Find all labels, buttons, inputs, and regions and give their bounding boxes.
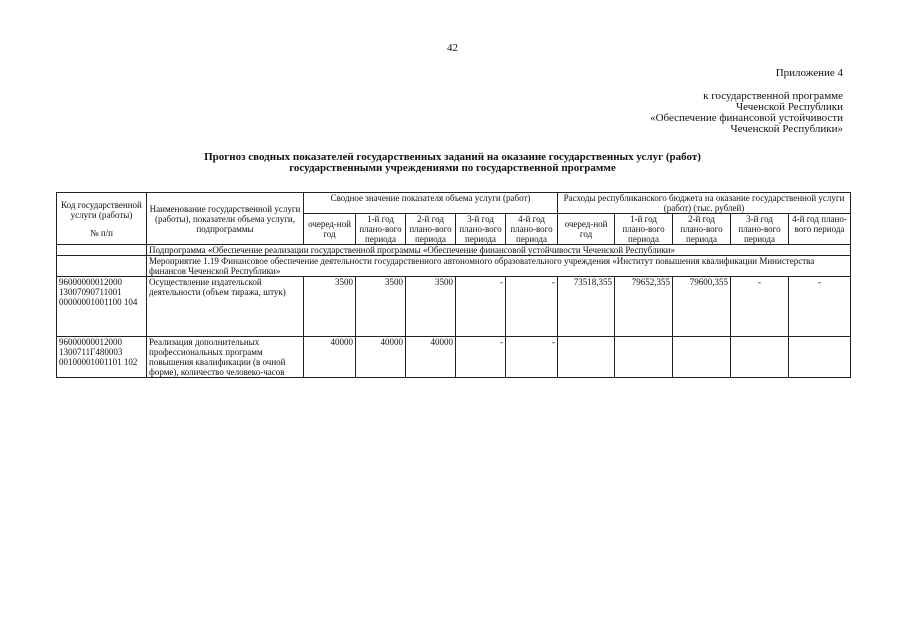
service-name: Осуществление издательской деятельности (объем тиража, штук) (147, 277, 304, 337)
expense-value (673, 337, 731, 378)
service-name: Реализация дополнительных профессиональных программ повышения квалификации (в очной форме), количество человеко-часов (147, 337, 304, 378)
program-reference-line: Чеченской Республики (735, 101, 843, 113)
forecast-table (56, 192, 851, 378)
volume-value: 40000 (406, 337, 456, 378)
header-expense-group: Расходы республиканского бюджета на оказание государственной услуги (работ) (тыс. рублей) (558, 193, 851, 214)
document-title (0, 152, 905, 174)
expense-value: - (789, 277, 851, 337)
header-year: 1-й год плано-вого периода (615, 214, 673, 245)
header-year: 4-й год плано-вого периода (789, 214, 851, 245)
header-year: очеред-ной год (558, 214, 615, 245)
header-volume-group: Сводное значение показателя объема услуги (работ) (304, 193, 558, 214)
volume-value: 3500 (304, 277, 356, 337)
table-row (57, 277, 851, 337)
expense-value: - (731, 277, 789, 337)
header-year: 1-й год плано-вого периода (356, 214, 406, 245)
table-header-row (57, 193, 851, 214)
volume-value: - (506, 337, 558, 378)
appendix-label: Приложение 4 (775, 67, 843, 79)
header-year: очеред-ной год (304, 214, 356, 245)
service-code: 96000000012000 1300711Г480003 00100001001101 102 (57, 337, 147, 378)
header-code (57, 193, 147, 245)
expense-value (558, 337, 615, 378)
measure-row (57, 256, 851, 277)
volume-value: - (506, 277, 558, 337)
program-reference-line: к государственной программе (703, 90, 843, 102)
page-number: 42 (447, 42, 458, 54)
header-name: Наименование государственной услуги (работы), показатели объема услуги, подпрограммы (147, 193, 304, 245)
header-code-label: Код государственной услуги (работы) (61, 199, 142, 220)
volume-value: 40000 (304, 337, 356, 378)
title-line: Прогноз сводных показателей государственных заданий на оказание государственных услуг (работ) (204, 151, 701, 163)
expense-value (789, 337, 851, 378)
volume-value: 40000 (356, 337, 406, 378)
header-year: 4-й год плано-вого периода (506, 214, 558, 245)
program-reference-line: «Обеспечение финансовой устойчивости (650, 112, 843, 124)
expense-value: 73518,355 (558, 277, 615, 337)
expense-value (731, 337, 789, 378)
subprogram-text: Подпрограмма «Обеспечение реализации государственной программы «Обеспечение финансовой устойчивости Чеченской Республики» (147, 245, 851, 256)
volume-value: 3500 (356, 277, 406, 337)
expense-value: 79600,355 (673, 277, 731, 337)
header-year: 3-й год плано-вого периода (731, 214, 789, 245)
volume-value: - (456, 337, 506, 378)
empty-cell (57, 245, 147, 256)
header-year: 2-й год плано-вого периода (406, 214, 456, 245)
expense-value: 79652,355 (615, 277, 673, 337)
expense-value (615, 337, 673, 378)
title-line: государственными учреждениями по государственной программе (289, 162, 616, 174)
volume-value: 3500 (406, 277, 456, 337)
header-code-number: № п/п (90, 227, 113, 238)
program-reference (650, 91, 843, 135)
header-year: 3-й год плано-вого периода (456, 214, 506, 245)
header-year: 2-й год плано-вого периода (673, 214, 731, 245)
table-row (57, 337, 851, 378)
empty-cell (57, 256, 147, 277)
measure-text: Мероприятие 1.19 Финансовое обеспечение деятельности государственного автономного образовательного учреждения «Институт повышения квалификации Министерства финансов Чеченской Республики» (147, 256, 851, 277)
program-reference-line: Чеченской Республики» (730, 123, 843, 135)
service-code: 96000000012000 13007090711001 00000001001100 104 (57, 277, 147, 337)
subprogram-row (57, 245, 851, 256)
volume-value: - (456, 277, 506, 337)
